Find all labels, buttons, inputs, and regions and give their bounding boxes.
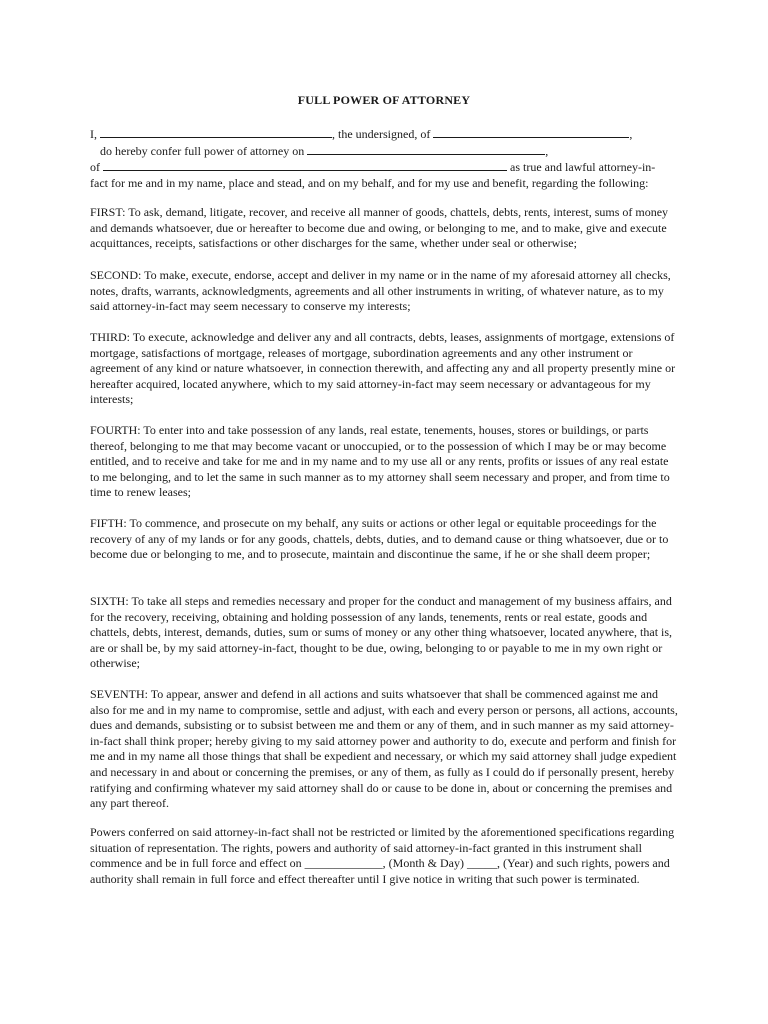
powers-conferred-paragraph: Powers conferred on said attorney-in-fact shall not be restricted or limited by the aforementioned specifications regarding situation of representation. The rights, powers and authority of said attorney-in-fact granted in this instrument shall commence and be in full force and effect on _____________, (Month & Day) _____, (Year) and such rights, powers and authority shall remain in full force and effect thereafter until I give notice in writing that such power is terminated. (90, 825, 675, 886)
clause-third: THIRD: To execute, acknowledge and deliver any and all contracts, debts, leases, assignments of mortgage, extensions of mortgage, satisfactions of mortgage, releases of mortgage, subordination agreements and any other instrument or agreement of any kind or nature whatsoever, in connection therewith, and affecting any and all property presently mine or hereafter acquired, located anywhere, which to my said attorney-in-fact may seem necessary or advantageous for my interests; (90, 330, 676, 407)
document-title: FULL POWER OF ATTORNEY (297, 93, 471, 107)
address-blank (433, 126, 629, 138)
intro-text: do hereby confer full power of attorney on (100, 143, 308, 158)
intro-line-4: fact for me and in my name, place and stead, and on my behalf, and for my use and benefit, regarding the following: (90, 175, 649, 190)
intro-text: I, (90, 127, 100, 141)
intro-text: of (90, 160, 103, 175)
intro-block (90, 126, 680, 191)
intro-text: , (545, 143, 549, 158)
name-blank (100, 126, 332, 138)
clause-seventh: SEVENTH: To appear, answer and defend in all actions and suits whatsoever that shall be commenced against me and also for me and in my name to compromise, settle and adjust, with each and every person or persons, all actions, accounts, dues and demands, subsisting or to subsist between me and them or any of them, and in such manner as my said attorney-in-fact shall think proper; hereby giving to my said attorney power and authority to do, execute and perform and finish for me and in my name all those things that shall be expedient and necessary, or which my said attorney shall judge expedient and necessary in and about or concerning the premises, or any of them, as fully as I could do if personally present, hereby ratifying and confirming whatever my said attorney shall do or cause to be done in, about or concerning the premises and any part thereof. (90, 687, 678, 811)
intro-line-3 (90, 159, 680, 176)
attorney-name-blank (307, 143, 545, 155)
intro-text: as true and lawful attorney-in- (507, 160, 656, 175)
attorney-address-blank (103, 159, 507, 171)
clause-fourth: FOURTH: To enter into and take possession of any lands, real estate, tenements, houses, stores or buildings, or parts thereof, belonging to me that may become vacant or unoccupied, or to the possession of which I may be or may become entitled, and to receive and take for me and in my name and to my use all or any rents, profits or issues of any real estate to me belonging, and to let the same in such manner as to my attorney shall seem necessary and proper, and from time to time to renew leases; (90, 423, 670, 500)
intro-line-2 (90, 143, 680, 160)
intro-line-1 (90, 126, 680, 143)
clause-second: SECOND: To make, execute, endorse, accept and deliver in my name or in the name of my aforesaid attorney all checks, notes, drafts, warrants, acknowledgments, agreements and all other instruments in writing, of whatever nature, as to my said attorney-in-fact may seem necessary to conserve my interests; (90, 268, 671, 314)
clause-sixth: SIXTH: To take all steps and remedies necessary and proper for the conduct and management of my business affairs, and for the recovery, receiving, obtaining and holding possession of any lands, tenements, rents or real estate, goods and chattels, debts, interest, demands, duties, sum or sums of money or any other thing whatsoever, located anywhere, that is, are or shall be, by my said attorney-in-fact, thought to be due, owing, belonging to or payable to me in my own right or otherwise; (90, 594, 673, 671)
clause-fifth: FIFTH: To commence, and prosecute on my behalf, any suits or actions or other legal or equitable proceedings for the recovery of any of my lands or for any goods, chattels, debts, duties, and to demand cause or thing whatsoever, due or to become due or belonging to me, and to prosecute, maintain and discontinue the same, if he or she shall deem proper; (90, 516, 669, 562)
clause-first: FIRST: To ask, demand, litigate, recover, and receive all manner of goods, chattels, debts, rents, interest, sums of money and demands whatsoever, due or hereafter to become due and owing, or belonging to me, and to make, give and execute acquittances, receipts, satisfactions or other discharges for the same, whether under seal or otherwise; (90, 205, 669, 251)
intro-text: , the undersigned, of (332, 127, 434, 141)
intro-text: , (629, 127, 633, 141)
